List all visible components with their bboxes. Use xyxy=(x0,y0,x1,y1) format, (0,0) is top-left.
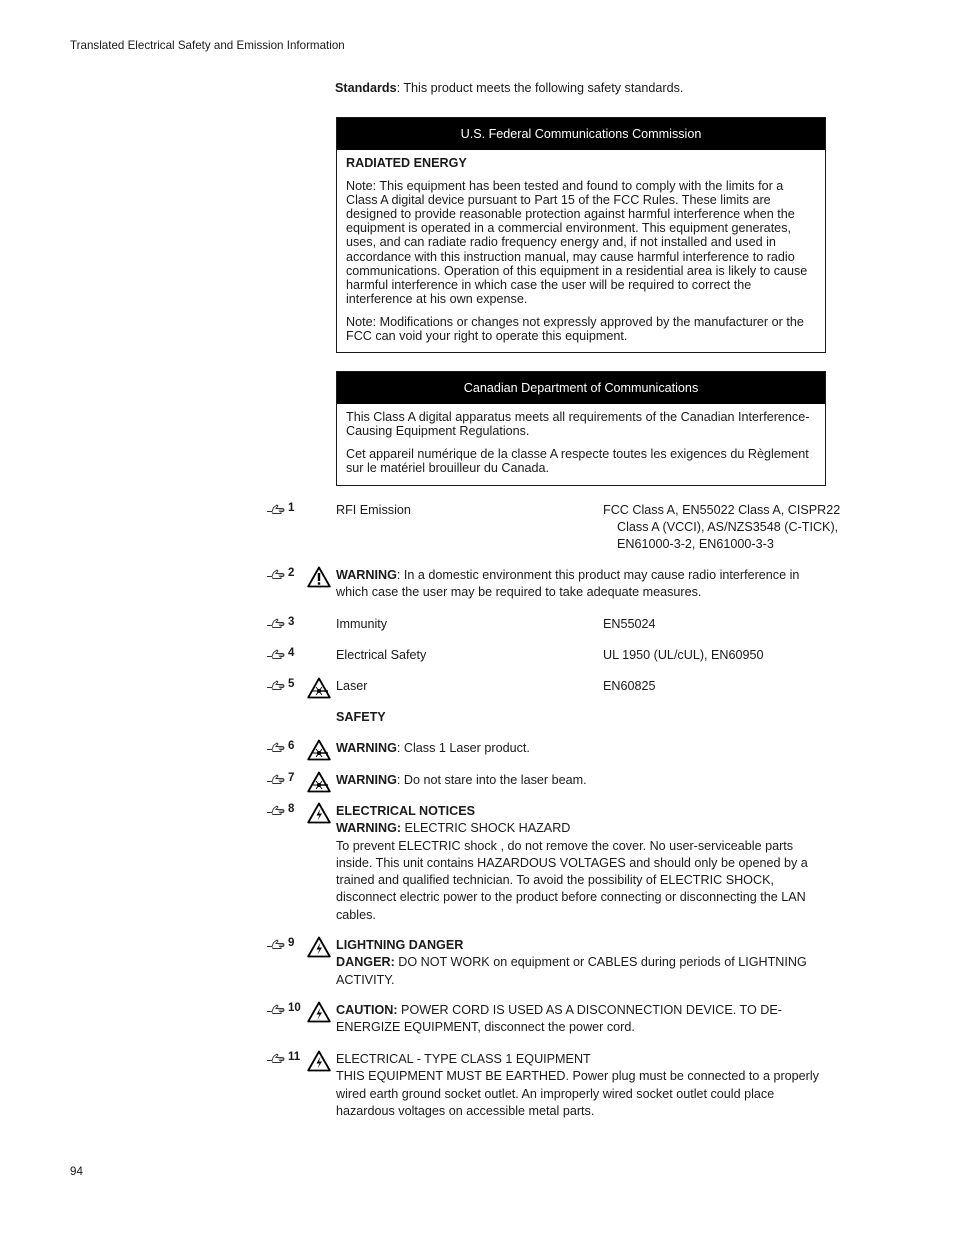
item-number: 9 xyxy=(288,937,295,949)
notice-danger-line xyxy=(336,954,826,989)
warning-label: WARNING: xyxy=(336,821,402,836)
caution-label: CAUTION: xyxy=(336,1003,398,1017)
item-text xyxy=(336,937,826,989)
pointing-hand-icon xyxy=(266,568,286,580)
pointing-hand-icon xyxy=(266,617,286,629)
electric-shock-icon xyxy=(307,1050,331,1072)
item-number: 4 xyxy=(288,647,295,659)
laser-warning-icon xyxy=(307,677,331,699)
warning-label: WARNING xyxy=(336,773,397,787)
item-text xyxy=(336,740,826,757)
pointing-hand-icon xyxy=(266,804,286,816)
notice-heading: ELECTRICAL NOTICES xyxy=(336,804,476,818)
notice-heading: LIGHTNING DANGER xyxy=(336,938,464,952)
item-value-line: FCC Class A, EN55022 Class A, CISPR22 xyxy=(603,503,841,517)
item-value: EN60825 xyxy=(603,679,656,693)
pointing-hand-icon xyxy=(266,773,286,785)
item-number: 2 xyxy=(288,567,295,579)
electric-shock-icon xyxy=(307,1001,331,1023)
item-label: Immunity xyxy=(336,617,388,631)
pointing-hand-icon xyxy=(266,648,286,660)
electric-shock-icon xyxy=(307,936,331,958)
cdc-box-title: Canadian Department of Communications xyxy=(337,372,825,404)
pointing-hand-icon xyxy=(266,741,286,753)
item-number: 10 xyxy=(288,1002,301,1014)
caution-text: POWER CORD IS USED AS A DISCONNECTION DEVICE. TO DE-ENERGIZE EQUIPMENT, disconnect the power cord. xyxy=(336,1003,782,1035)
item-label: Laser xyxy=(336,679,368,693)
item-text xyxy=(336,772,826,789)
laser-warning-icon xyxy=(307,739,331,761)
pointing-hand-icon xyxy=(266,1052,286,1064)
item-text xyxy=(336,567,826,602)
item-number: 8 xyxy=(288,803,295,815)
notice-warning-line xyxy=(336,820,826,837)
standards-intro xyxy=(335,81,683,95)
warning-exclamation-icon xyxy=(307,566,331,588)
standards-text: : This product meets the following safety standards. xyxy=(396,81,684,95)
notice-body: THIS EQUIPMENT MUST BE EARTHED. Power plug must be connected to a properly wired earth ground socket outlet. An improperly wired socket outlet could place hazardous voltages on accessible metal parts. xyxy=(336,1069,819,1118)
fcc-box xyxy=(336,117,826,353)
item-number: 6 xyxy=(288,740,295,752)
item-label: RFI Emission xyxy=(336,503,411,517)
item-number: 5 xyxy=(288,678,295,690)
cdc-box-para1: This Class A digital apparatus meets all requirements of the Canadian Interference-Causing Equipment Regulations. xyxy=(346,410,810,439)
fcc-box-para2: Note: Modifications or changes not expressly approved by the manufacturer or the FCC can void your right to operate this equipment. xyxy=(346,314,804,344)
warning-text: : Do not stare into the laser beam. xyxy=(396,773,587,787)
item-number: 1 xyxy=(288,502,295,514)
item-text xyxy=(336,1051,826,1120)
fcc-box-title: U.S. Federal Communications Commission xyxy=(337,118,825,150)
cdc-box xyxy=(336,371,826,486)
pointing-hand-icon xyxy=(266,938,286,950)
cdc-box-body xyxy=(337,404,825,483)
item-text xyxy=(336,803,826,924)
pointing-hand-icon xyxy=(266,503,286,515)
safety-heading: SAFETY xyxy=(336,710,386,724)
item-number: 3 xyxy=(288,616,295,628)
item-value: UL 1950 (UL/cUL), EN60950 xyxy=(603,648,764,662)
fcc-box-subtitle: RADIATED ENERGY xyxy=(346,156,467,170)
notice-body: To prevent ELECTRIC shock , do not remove the cover. No user-serviceable parts inside. This unit contains HAZARDOUS VOLTAGES and should only be opened by a trained and qualified technician. To avoid the possibility of ELECTRIC SHOCK, disconnect electric power to the product before connecting or disconnecting the LAN cables. xyxy=(336,838,808,922)
item-value: EN55024 xyxy=(603,617,656,631)
item-value-line: Class A (VCCI), AS/NZS3548 (C-TICK), xyxy=(617,520,839,534)
item-number: 11 xyxy=(288,1051,301,1063)
pointing-hand-icon xyxy=(266,1003,286,1015)
item-label: Electrical Safety xyxy=(336,648,427,662)
danger-text: DO NOT WORK on equipment or CABLES during periods of LIGHTNING ACTIVITY. xyxy=(336,955,807,987)
standards-label: Standards xyxy=(335,81,397,95)
item-value xyxy=(603,502,843,553)
pointing-hand-icon xyxy=(266,679,286,691)
running-head: Translated Electrical Safety and Emission Information xyxy=(70,39,345,52)
warning-text: : Class 1 Laser product. xyxy=(396,741,530,755)
warning-text: : In a domestic environment this product may cause radio interference in which case the user may be required to take adequate measures. xyxy=(336,568,800,600)
item-value-line: EN61000-3-2, EN61000-3-3 xyxy=(617,537,774,551)
danger-label: DANGER: xyxy=(336,955,395,970)
item-text xyxy=(336,1002,826,1037)
fcc-box-para1: Note: This equipment has been tested and found to comply with the limits for a Class A digital device pursuant to Part 15 of the FCC Rules. These limits are designed to provide reasonable protection against harmful interference when the equipment is operated in a commercial environment. This equipment generates, uses, and can radiate radio frequency energy and, if not installed and used in accordance with this instruction manual, may cause harmful interference to radio communications. Operation of this equipment in a residential area is likely to cause harmful interference in which case the user will be required to correct the interference at his own expense. xyxy=(346,179,808,306)
fcc-box-body xyxy=(337,150,825,351)
item-number: 7 xyxy=(288,772,295,784)
laser-warning-icon xyxy=(307,771,331,793)
warning-label: WARNING xyxy=(336,741,397,755)
warning-label: WARNING xyxy=(336,568,397,582)
page-number: 94 xyxy=(70,1165,83,1178)
electric-shock-icon xyxy=(307,802,331,824)
cdc-box-para2: Cet appareil numérique de la classe A respecte toutes les exigences du Règlement sur le matériel brouilleur du Canada. xyxy=(346,447,809,476)
notice-heading: ELECTRICAL - TYPE CLASS 1 EQUIPMENT xyxy=(336,1052,591,1066)
warning-text: ELECTRIC SHOCK HAZARD xyxy=(401,821,571,836)
